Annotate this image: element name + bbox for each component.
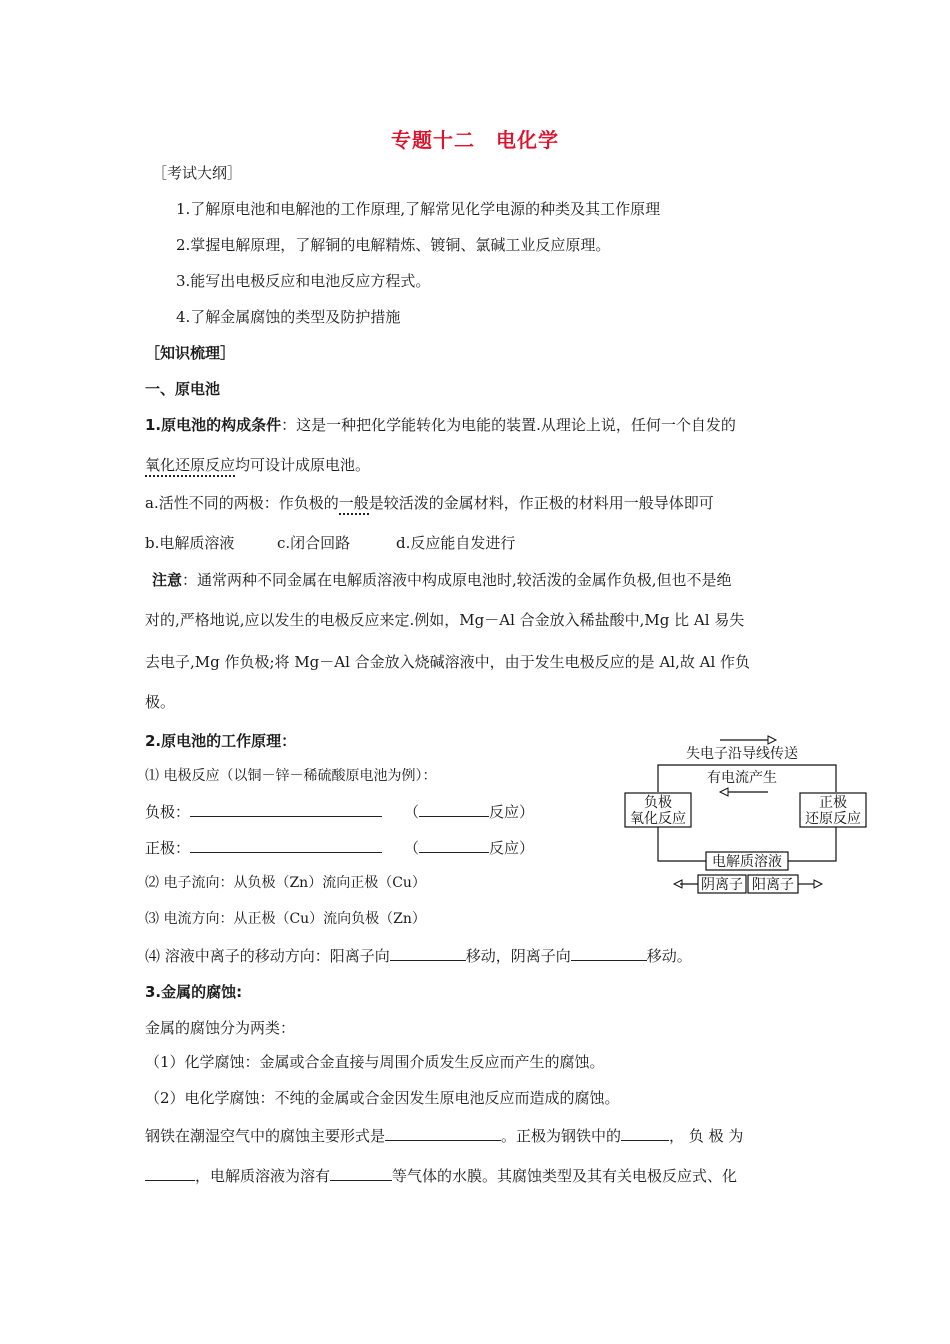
paragraph-conditions-line1: [145, 415, 805, 435]
corrosion-heading: 3.金属的腐蚀:: [145, 983, 243, 1001]
ion-movement: [145, 945, 692, 966]
note-text1: ：通常两种不同金属在电解质溶液中构成原电池时,较活泼的金属作负极,但也不是绝: [182, 571, 732, 589]
corrosion-intro: 金属的腐蚀分为两类：: [145, 1019, 296, 1037]
current-direction: ⑶ 电流方向：从正极（Cu）流向负极（Zn）: [145, 911, 426, 927]
galvanic-cell-diagram: [620, 730, 870, 896]
exam-outline-heading: ［考试大纲］: [152, 164, 243, 182]
positive-box-line2: 还原反应: [805, 811, 861, 827]
diagram-top-label: 失电子沿导线传送: [686, 746, 798, 762]
negative-box-line1: 负极: [644, 795, 672, 811]
ion-text-b: 移动，阴离子向: [465, 947, 571, 965]
top-arrow-head-icon: [768, 736, 776, 744]
positive-label: 正极：: [145, 839, 191, 857]
negative-box-line2: 氧化反应: [630, 811, 686, 827]
negative-electrode-line: [145, 801, 382, 822]
cation-arrow-head-icon: [814, 880, 822, 888]
current-arrow-head-icon: [720, 788, 728, 796]
note-line1: [152, 570, 732, 590]
conditions-label: 1.原电池的构成条件: [145, 416, 282, 434]
ion-text-a: ⑷ 溶液中离子的移动方向：阳离子向: [145, 947, 390, 965]
ion-text-c: 移动。: [646, 947, 692, 965]
electrochemical-corrosion: （2）电化学腐蚀：不纯的金属或合金因发生原电池反应而造成的腐蚀。: [145, 1089, 620, 1107]
steel-text-c: ， 负 极 为: [669, 1127, 744, 1145]
positive-electrode-line: [145, 837, 382, 858]
negative-label: 负极：: [145, 803, 191, 821]
steel-line2: [145, 1165, 737, 1186]
cation-label: 阳离子: [752, 877, 794, 893]
corrosion-form-blank[interactable]: [385, 1125, 501, 1141]
positive-material-blank[interactable]: [621, 1125, 669, 1141]
note-line4: 极。: [145, 693, 176, 711]
paren-close: 反应）: [489, 839, 535, 857]
paren-open: （: [404, 839, 420, 857]
electron-flow: ⑵ 电子流向：从负极（Zn）流向正极（Cu）: [145, 875, 426, 891]
steel-text-a: 钢铁在潮湿空气中的腐蚀主要形式是: [145, 1127, 386, 1145]
steel-text-b: 。正极为钢铁中的: [501, 1127, 622, 1145]
condition-a-text1: a.活性不同的两极：作负极的: [145, 494, 339, 512]
condition-d: d.反应能自发进行: [396, 534, 516, 552]
positive-reaction-type: [404, 837, 534, 858]
steel-text-d: ，电解质溶液为溶有: [195, 1167, 331, 1185]
note-line3: 去电子,Mg 作负极;将 Mg－Al 合金放入烧碱溶液中，由于发生电极反应的是 Al,故 Al 作负: [145, 653, 751, 671]
condition-b: b.电解质溶液: [145, 534, 235, 552]
working-principle-heading: 2.原电池的工作原理：: [145, 732, 297, 750]
electrolyte-label: 电解质溶液: [712, 854, 782, 870]
outline-item-1: 1.了解原电池和电解池的工作原理,了解常见化学电源的种类及其工作原理: [176, 200, 661, 218]
outer-loop-bottom-right: [788, 827, 836, 861]
conditions-text: ：这是一种把化学能转化为电能的装置.从理论上说，任何一个自发的: [281, 416, 736, 434]
outline-item-4: 4.了解金属腐蚀的类型及防护措施: [176, 308, 401, 326]
cation-blank[interactable]: [390, 945, 466, 961]
negative-type-blank[interactable]: [419, 801, 489, 817]
electrode-reaction: ⑴ 电极反应（以铜－锌－稀硫酸原电池为例）：: [145, 768, 437, 784]
note-line2: 对的,严格地说,应以发生的电极反应来定.例如，Mg－Al 合金放入稀盐酸中,Mg 比 Al 易失: [145, 611, 745, 629]
negative-material-blank[interactable]: [145, 1165, 195, 1181]
gas-blank[interactable]: [330, 1165, 392, 1181]
steel-text-e: 等气体的水膜。其腐蚀类型及其有关电极反应式、化: [392, 1167, 738, 1185]
redox-emphasis: 氧化还原反应: [145, 456, 235, 477]
condition-a-text2: 是较活泼的金属材料，作正极的材料用一般导体即可: [368, 494, 714, 512]
paren-close: 反应）: [489, 803, 535, 821]
positive-box-line1: 正极: [819, 795, 847, 811]
section-heading-galvanic-cell: 一、原电池: [145, 380, 221, 398]
condition-a-emphasis: 一般: [339, 494, 369, 515]
outline-item-2: 2.掌握电解原理，了解铜的电解精炼、镀铜、氯碱工业反应原理。: [176, 236, 611, 254]
paragraph-conditions-line2: [145, 455, 370, 475]
note-label: 注意: [152, 571, 183, 589]
anion-blank[interactable]: [571, 945, 647, 961]
anion-label: 阴离子: [701, 877, 743, 893]
knowledge-heading: ［知识梳理］: [145, 344, 236, 362]
chemical-corrosion: （1）化学腐蚀：金属或合金直接与周围介质发生反应而产生的腐蚀。: [145, 1053, 605, 1071]
condition-c: c.闭合回路: [277, 534, 351, 552]
condition-a: [145, 493, 714, 513]
page-title: 专题十二 电化学: [391, 128, 559, 152]
diagram-current-label: 有电流产生: [707, 770, 777, 786]
steel-line1: [145, 1125, 743, 1146]
outline-item-3: 3.能写出电极反应和电池反应方程式。: [176, 272, 431, 290]
outer-loop-bottom-left: [658, 827, 706, 861]
negative-reaction-type: [404, 801, 534, 822]
positive-blank[interactable]: [190, 837, 382, 853]
negative-blank[interactable]: [190, 801, 382, 817]
paren-open: （: [404, 803, 420, 821]
positive-type-blank[interactable]: [419, 837, 489, 853]
redox-rest: 均可设计成原电池。: [235, 456, 371, 474]
